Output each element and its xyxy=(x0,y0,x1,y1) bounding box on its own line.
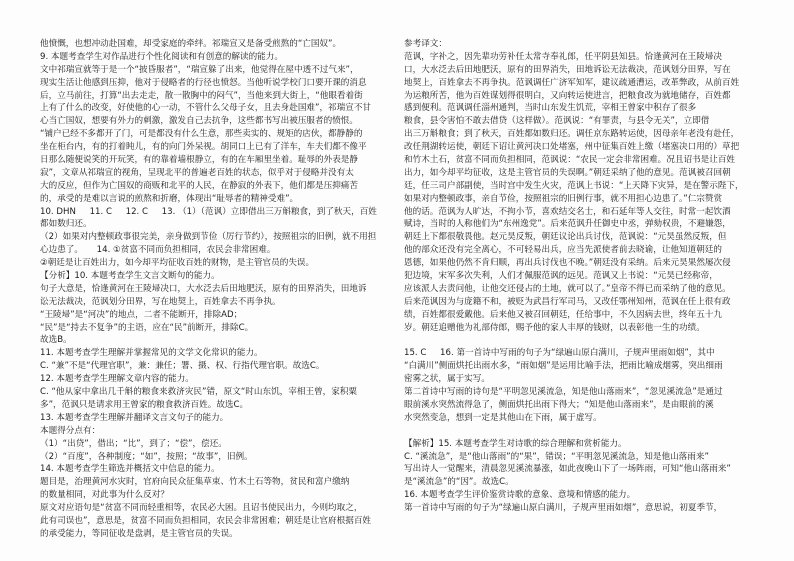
text-line: 第一首诗中写雨的句子为“绿遍山原白满川，子规声里雨如烟”，意思说，初夏季节， xyxy=(404,503,723,514)
text-line: 犯边境，宋军多次失利，人们才佩服范讽的远见。范讽又上书说：“元昊已经称帝， xyxy=(404,271,718,282)
text-line: 的承受能力，等同征收是盘剥，是主管官员的失误。 xyxy=(40,528,238,539)
text-line: 后，立马前往，打算“出去走走，散一散胸中的闷气”，当他来到大街上，“他眼看着街 xyxy=(40,90,363,101)
text-line: 改任荆湖转运使，朝廷下诏让黄河决口处堵塞，州中征集百姓上缴（堵塞决口用的）草把 xyxy=(404,142,740,153)
text-line: 恩德，如果他仍然不肯归顺，再出兵讨伐也不晚。”朝廷没有采纳。后来元昊果然屡次侵 xyxy=(404,258,731,269)
text-line: 14. 本题考查学生筛选并概括文中信息的能力。 xyxy=(40,464,220,475)
text-line: 16. 本题考查学生评价鉴赏诗歌的意象、意境和情感的能力。 xyxy=(404,490,636,501)
right-text-column xyxy=(404,38,762,543)
text-line xyxy=(404,425,762,438)
text-line: 心边患了。 14. ①贫富不同而负担相同，农民会非常困难。 xyxy=(40,245,276,256)
text-line: “铺户已经不多都开了门，可是都没有什么生意，那些卖实的、规矩的店伙，都静静的 xyxy=(40,129,363,140)
text-line: 应该派人去责问他，让他交还侵占的土地，就可以了。”皇帝不得已而采纳了他的意见。 xyxy=(404,283,731,294)
text-line: 赋诗，当时的人称他们为“东州逸党”。后来范讽升任御史中丞，弹劾权贵，不避嫌怨， xyxy=(404,219,731,230)
text-line: 绩，百姓都很爱戴他。后来他又被召回朝廷，任给事中，不久因病去世，终年五十九 xyxy=(404,309,722,320)
text-line: “王陵埽”是“河决”的地点，二者不能断开，排除AD； xyxy=(40,309,243,320)
text-line: 15. C 16. 第一首诗中写雨的句子为“绿遍山原白满川，子规声里雨如烟”，其中 xyxy=(404,348,715,359)
text-line: 寂”，文章从祁瑞宣的视角，呈现北平的普遍老百姓的状态，似乎对于侵略并没有太 xyxy=(40,167,354,178)
text-line: 现实生活让他感到压抑，他对于侵略者的行径也愤怒。当他听说学校门口要开课的消息 xyxy=(40,77,367,88)
text-line: 眼前溪水突然流得急了，侧面烘托出雨下得大；“知是他山落雨来”，是由眼前的溪 xyxy=(404,399,714,410)
text-line xyxy=(404,334,762,347)
text-line: 都如数归还。 xyxy=(40,219,92,230)
text-line: 是“溪流急”的“因”。故选C。 xyxy=(404,477,514,488)
text-line: （2）“百度”，各种制度；“如”，按照；“故事”，旧例。 xyxy=(40,451,253,462)
text-line: 粮食，县令害怕不敢去借贷（这样做）。范讽说：“有罪责，与县令无关”，立即借 xyxy=(404,116,710,127)
text-line: 密雾之状，属于实写。 xyxy=(404,374,490,385)
text-line: 范讽，字补之，因先辈功劳补任太常寺奉礼郎，任平阴县知县。恰逢黄河在王陵埽决 xyxy=(404,51,722,62)
text-line: C. “他从家中拿出几千斛的粮食来救济灾民”错，原文“时山东饥，宰相王曾，家积粟 xyxy=(40,387,358,398)
text-line: 13. 本题考查学生理解并翻译文言文句子的能力。 xyxy=(40,412,229,423)
text-line: 感到便利。范讽调任淄州通判，当时山东发生饥荒，宰相王曾家中积存了很多 xyxy=(404,103,697,114)
text-line: 出三万斛粮食；到了秋天，百姓都如数归还。调任京东路转运使，因母亲年老没有赴任， xyxy=(404,129,740,140)
text-line: 廷，任三司户部副使，当时宫中发生火灾，范讽上书说：“上天降下灾异，是在警示陛下， xyxy=(404,180,744,191)
text-line: 出力，如今却平均征收，这是主管官员的失误啊。”朝廷采纳了他的意见。范讽被召回朝 xyxy=(404,167,731,178)
text-line: 他愤慨，也想冲动赴国难，却受家庭的牵绊。祁瑞宣又是备受煎熬的“亡国奴”。 xyxy=(40,39,342,49)
text-line: 的数量相同，对此事为什么反对？ xyxy=(40,490,169,501)
text-line: “白满川”侧面烘托出雨水多，“雨如烟”是运用比喻手法，把雨比喻成烟雾，突出细雨 xyxy=(404,361,723,372)
text-line: ②朝廷是让百姓出力，如今却平均征收百姓的财物，是主管官员的失误。 xyxy=(40,258,315,269)
text-line: 第二首诗中写雨的诗句是“平明忽见溪流急，知是他山落雨来”，“忽见溪流急”是通过 xyxy=(404,387,723,398)
text-line: 此有司误也”，意思是，贫富不同而负担相同，农民会非常困难；朝廷是让官府根据百姓 xyxy=(40,515,372,526)
text-line: 日那么随便说笑的开玩笑，有的靠着墙根静立，有的在车厢里坐着。耻辱的外表是静 xyxy=(40,155,358,166)
text-line: 文中祁瑞宣就等于是一个“披昏服者”，“瑞宣躲了出来，他觉得在屋中透不过气来”， xyxy=(40,64,359,75)
text-line: 句子大意是，恰逢黄河在王陵埽决口，大水泛去后田地肥沃，原有的田界消失，田地诉 xyxy=(40,283,367,294)
text-line: 【解析】15. 本题考查学生对诗歌的综合理解和赏析能力。 xyxy=(404,438,627,449)
text-line: 朝廷上下都很敬畏他。赵元昊反叛，朝廷议论出兵讨伐，范讽说：“元昊虽然反叛，但 xyxy=(404,232,727,243)
text-line: 为运粮所苦，他为百姓谋划得很明白，又向转运使进言，把粮食改为就地储存，百姓都 xyxy=(404,90,731,101)
text-line: “民”是“持去不复争”的主语，应在“民”前断开，排除C。 xyxy=(40,322,254,333)
text-line: 的，承受的是难以言说的煎熬和折磨，体现出“耻辱者的精神受难”。 xyxy=(40,193,299,204)
text-line: 12. 本题考查学生理解文章内容的能力。 xyxy=(40,374,194,385)
text-line: 心当亡国奴，想要有外力的刺激，激发自己去抗争，这些都书写出被压服者的愤恨。 xyxy=(40,116,358,127)
text-line: C. “溪流急”，是“他山落雨”的“果”，错误；“平明忽见溪流急，知是他山落雨来” xyxy=(404,451,709,462)
text-line: 【分析】10. 本题考查学生文言文断句的能力。 xyxy=(40,271,220,282)
text-line: 大的反应，但作为亡国奴的商贩和北平的人民，在静寂的外表下，他们都是压抑痛苦 xyxy=(40,180,358,191)
text-line: 参考译文： xyxy=(404,39,447,49)
text-line: 岁。朝廷追赠他为礼部侍郎，赐予他的家人丰厚的钱财，以表彰他一生的功绩。 xyxy=(404,322,705,333)
text-line: 后来范讽因为与庞籍不和，被贬为武昌行军司马，又改任鄂州知州，范讽在任上很有政 xyxy=(404,296,731,307)
text-line: 原文对应语句是“贫富不同而轻重相等，农民必大困。且诏书使民出力，今则均取之， xyxy=(40,503,363,514)
text-line: 多”，范讽只是请求用王曾家的粮食救济百姓。故选C。 xyxy=(40,399,249,410)
text-line: 他的话。范讽为人旷达，不拘小节，喜欢结交名士，和石延年等人交往，时常一起饮酒 xyxy=(404,206,731,217)
text-line: 故选B。 xyxy=(40,335,72,346)
text-line: 9. 本题考查学生对作品进行个性化阅读和有创意的解读的能力。 xyxy=(40,51,283,62)
text-line: （2）如果对内整顿政事很完美，亲身做到节俭（厉行节约），按照祖宗的旧例，就不用担 xyxy=(40,232,377,243)
text-line: 坐在柜台内，有的打着盹儿，有的向门外呆视。胡同口上已有了洋车，车夫们都不像平 xyxy=(40,142,367,153)
text-line: 如果对内整顿政事，亲自节俭，按照祖宗的旧例行事，就不用担心边患了。”仁宗赞赏 xyxy=(404,193,723,204)
text-line: 水突然变急，想到一定是其他山在下雨，属于虚写。 xyxy=(404,412,602,423)
text-line: 上有了什么的改变，好使他的心一动，不管什么父母子女，且去身赴国难”，祁瑞宣不甘 xyxy=(40,103,372,114)
text-line: （1）“出贷”，借出；“比”，到了；“偿”，偿还。 xyxy=(40,438,227,449)
text-line: 讼无法裁决，范讽划分田界，写在地契上，百姓拿去不再争执。 xyxy=(40,296,281,307)
text-line: 题目是，治理黄河水灾时，官府向民众征集草束、竹木土石等物，贫民和富户缴纳 xyxy=(40,477,350,488)
text-line: 他的部众还没有完全离心，不可轻易出兵，应当先派使者前去晓谕，让他知道朝廷的 xyxy=(404,245,722,256)
text-line: 本题得分点有： xyxy=(40,425,101,436)
text-line: C. “兼”不是“代理官职”，兼：兼任；署、摄、权、行指代理官职。故选C。 xyxy=(40,361,325,372)
text-line: 11. 本题考查学生理解并掌握常见的文学文化常识的能力。 xyxy=(40,348,263,359)
text-line: 10. DHN 11. C 12. C 13. （1）（范讽）立即借出三万斛粮食，到了秋天，百姓 xyxy=(40,206,377,217)
left-text-column xyxy=(40,38,396,543)
text-line: 地契上，百姓拿去不再争执。范讽调任广济军知军，建议疏通漕运，改革弊政，从前百姓 xyxy=(404,77,740,88)
text-line: 口，大水泛去后田地肥沃，原有的田界消失，田地诉讼无法裁决，范讽划分田界，写在 xyxy=(404,64,731,75)
text-line: 写出诗人一觉醒来，清晨忽见溪流暴涨，如此夜晚山下了一场阵雨，可知“他山落雨来” xyxy=(404,464,731,475)
text-line: 和竹木土石，贫富不同而负担相同，范讽说：“农民一定会非常困难。况且诏书是让百姓 xyxy=(404,155,736,166)
